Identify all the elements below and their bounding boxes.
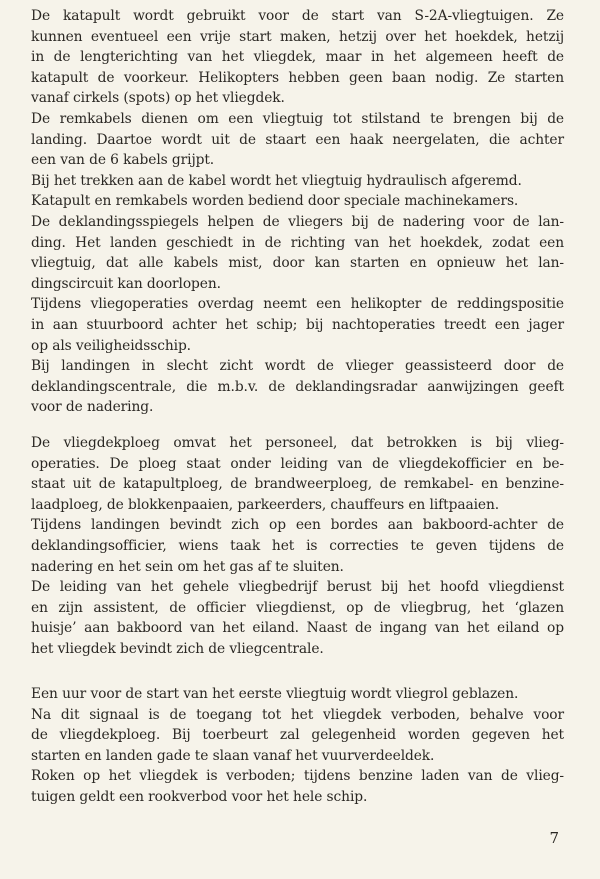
text-block-catapult-and-landing [31, 6, 564, 418]
text-line: Na dit signaal is de toegang tot het vliegdek verboden, behalve voor [31, 706, 564, 723]
text-line: De katapult wordt gebruikt voor de start van S-2A-vliegtuigen. Ze [31, 8, 564, 24]
text-line: Bij het trekken aan de kabel wordt het vliegtuig hydraulisch afgeremd. [31, 172, 522, 189]
text-line: de vliegdekploeg. Bij toerbeurt zal gelegenheid worden gegeven het [31, 727, 564, 744]
text-line: katapult de voorkeur. Helikopters hebben geen baan nodig. Ze starten [31, 69, 564, 86]
text-line: Tijdens vliegoperaties overdag neemt een helikopter de reddingspositie [31, 296, 564, 313]
text-line: Tijdens landingen bevindt zich op een bordes aan bakboord-achter de [31, 517, 564, 534]
text-line: huisje’ aan bakboord van het eiland. Naast de ingang van het eiland op [31, 620, 564, 637]
text-line: een van de 6 kabels grijpt. [31, 152, 215, 169]
text-line: starten en landen gade te slaan vanaf het vuurverdeeldek. [31, 747, 435, 764]
text-line: Roken op het vliegdek is verboden; tijdens benzine laden van de vlieg- [31, 768, 564, 785]
text-line: in aan stuurboord achter het schip; bij nachtoperaties treedt een jager [31, 316, 564, 333]
text-line: Een uur voor de start van het eerste vliegtuig wordt vliegrol geblazen. [31, 686, 519, 702]
text-line: Katapult en remkabels worden bediend door speciale machinekamers. [31, 193, 519, 210]
text-line: op als veiligheidsschip. [31, 337, 191, 354]
text-line: vanaf cirkels (spots) op het vliegdek. [31, 90, 285, 107]
text-line: De deklandingsspiegels helpen de vliegers bij de nadering voor de lan- [31, 213, 564, 230]
text-line: vliegtuig, dat alle kabels mist, door kan starten en opnieuw het lan- [31, 255, 564, 272]
text-line: De leiding van het gehele vliegbedrijf berust bij het hoofd vliegdienst [31, 579, 564, 596]
text-line: tuigen geldt een rookverbod voor het hele schip. [31, 788, 368, 805]
text-line: operaties. De ploeg staat onder leiding van de vliegdekofficier en be- [31, 455, 564, 472]
text-line: nadering en het sein om het gas af te sluiten. [31, 558, 344, 575]
text-line: staat uit de katapultploeg, de brandweerploeg, de remkabel- en benzine- [31, 476, 564, 493]
text-line: dingscircuit kan doorlopen. [31, 275, 221, 292]
text-line: kunnen eventueel een vrije start maken, hetzij over het hoekdek, hetzij [31, 28, 564, 45]
text-line: De remkabels dienen om een vliegtuig tot stilstand te brengen bij de [31, 110, 564, 127]
text-line: in de lengterichting van het vliegdek, maar in het algemeen heeft de [31, 49, 564, 66]
page-number: 7 [549, 829, 559, 847]
text-line: deklandingscentrale, die m.b.v. de deklandingsradar aanwijzingen geeft [31, 378, 564, 395]
text-line: Bij landingen in slecht zicht wordt de vlieger geassisteerd door de [31, 358, 564, 375]
text-line: landing. Daartoe wordt uit de staart een haak neergelaten, die achter [31, 131, 564, 148]
text-line: ding. Het landen geschiedt in de richting van het hoekdek, zodat een [31, 234, 564, 251]
text-line: het vliegdek bevindt zich de vliegcentrale. [31, 640, 324, 657]
text-block-flight-deck-crew [31, 433, 564, 660]
text-line: voor de nadering. [31, 399, 154, 416]
text-line: en zijn assistent, de officier vliegdienst, op de vliegbrug, het ‘glazen [31, 599, 564, 616]
text-line: laadploeg, de blokkenpaaien, parkeerders, chauffeurs en liftpaaien. [31, 496, 500, 513]
text-block-flight-rules [31, 684, 564, 808]
text-line: deklandingsofficier, wiens taak het is correcties te geven tijdens de [31, 537, 564, 554]
text-line: De vliegdekploeg omvat het personeel, dat betrokken is bij vlieg- [31, 435, 564, 451]
